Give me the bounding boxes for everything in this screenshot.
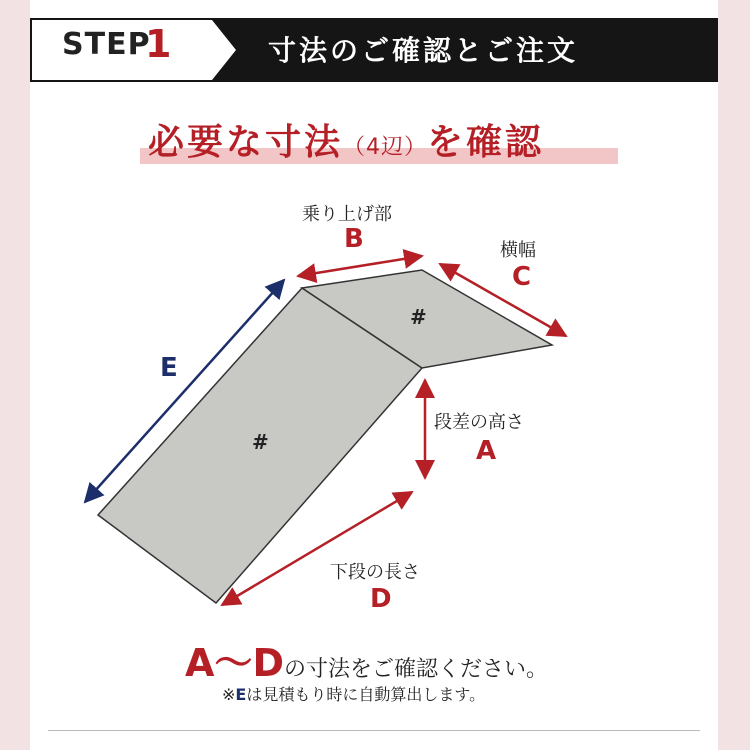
step-number: 1 [145, 22, 172, 66]
step-label: STEP [62, 27, 151, 62]
label-d-name: 下段の長さ [330, 562, 420, 583]
slope-surface-symbol: # [252, 430, 269, 454]
label-b-letter: B [344, 224, 364, 254]
auto-calc-note [222, 682, 485, 705]
note-letter: E [235, 685, 247, 704]
note-prefix: ※ [222, 685, 236, 704]
top-surface-symbol: # [410, 305, 427, 329]
range-start: A [185, 641, 215, 685]
title-main: 必要な寸法 [148, 122, 344, 163]
title-sub: （4辺） [343, 135, 428, 160]
instruction-text [185, 632, 548, 687]
label-b-name: 乗り上げ部 [302, 204, 392, 225]
range-end: D [252, 641, 284, 685]
title-end: を確認 [427, 122, 545, 163]
note-rest: は見積もり時に自動算出します。 [246, 685, 486, 704]
label-c-name: 横幅 [500, 240, 536, 261]
label-e-letter: E [160, 353, 178, 383]
label-a-name: 段差の高さ [434, 412, 524, 433]
range-sep: 〜 [214, 641, 253, 685]
header-title: 寸法のご確認とご注文 [268, 34, 579, 67]
divider [48, 730, 700, 731]
label-d-letter: D [370, 584, 392, 614]
label-a-letter: A [476, 436, 497, 466]
instruction-body: の寸法をご確認ください。 [283, 657, 548, 682]
label-c-letter: C [512, 262, 532, 292]
